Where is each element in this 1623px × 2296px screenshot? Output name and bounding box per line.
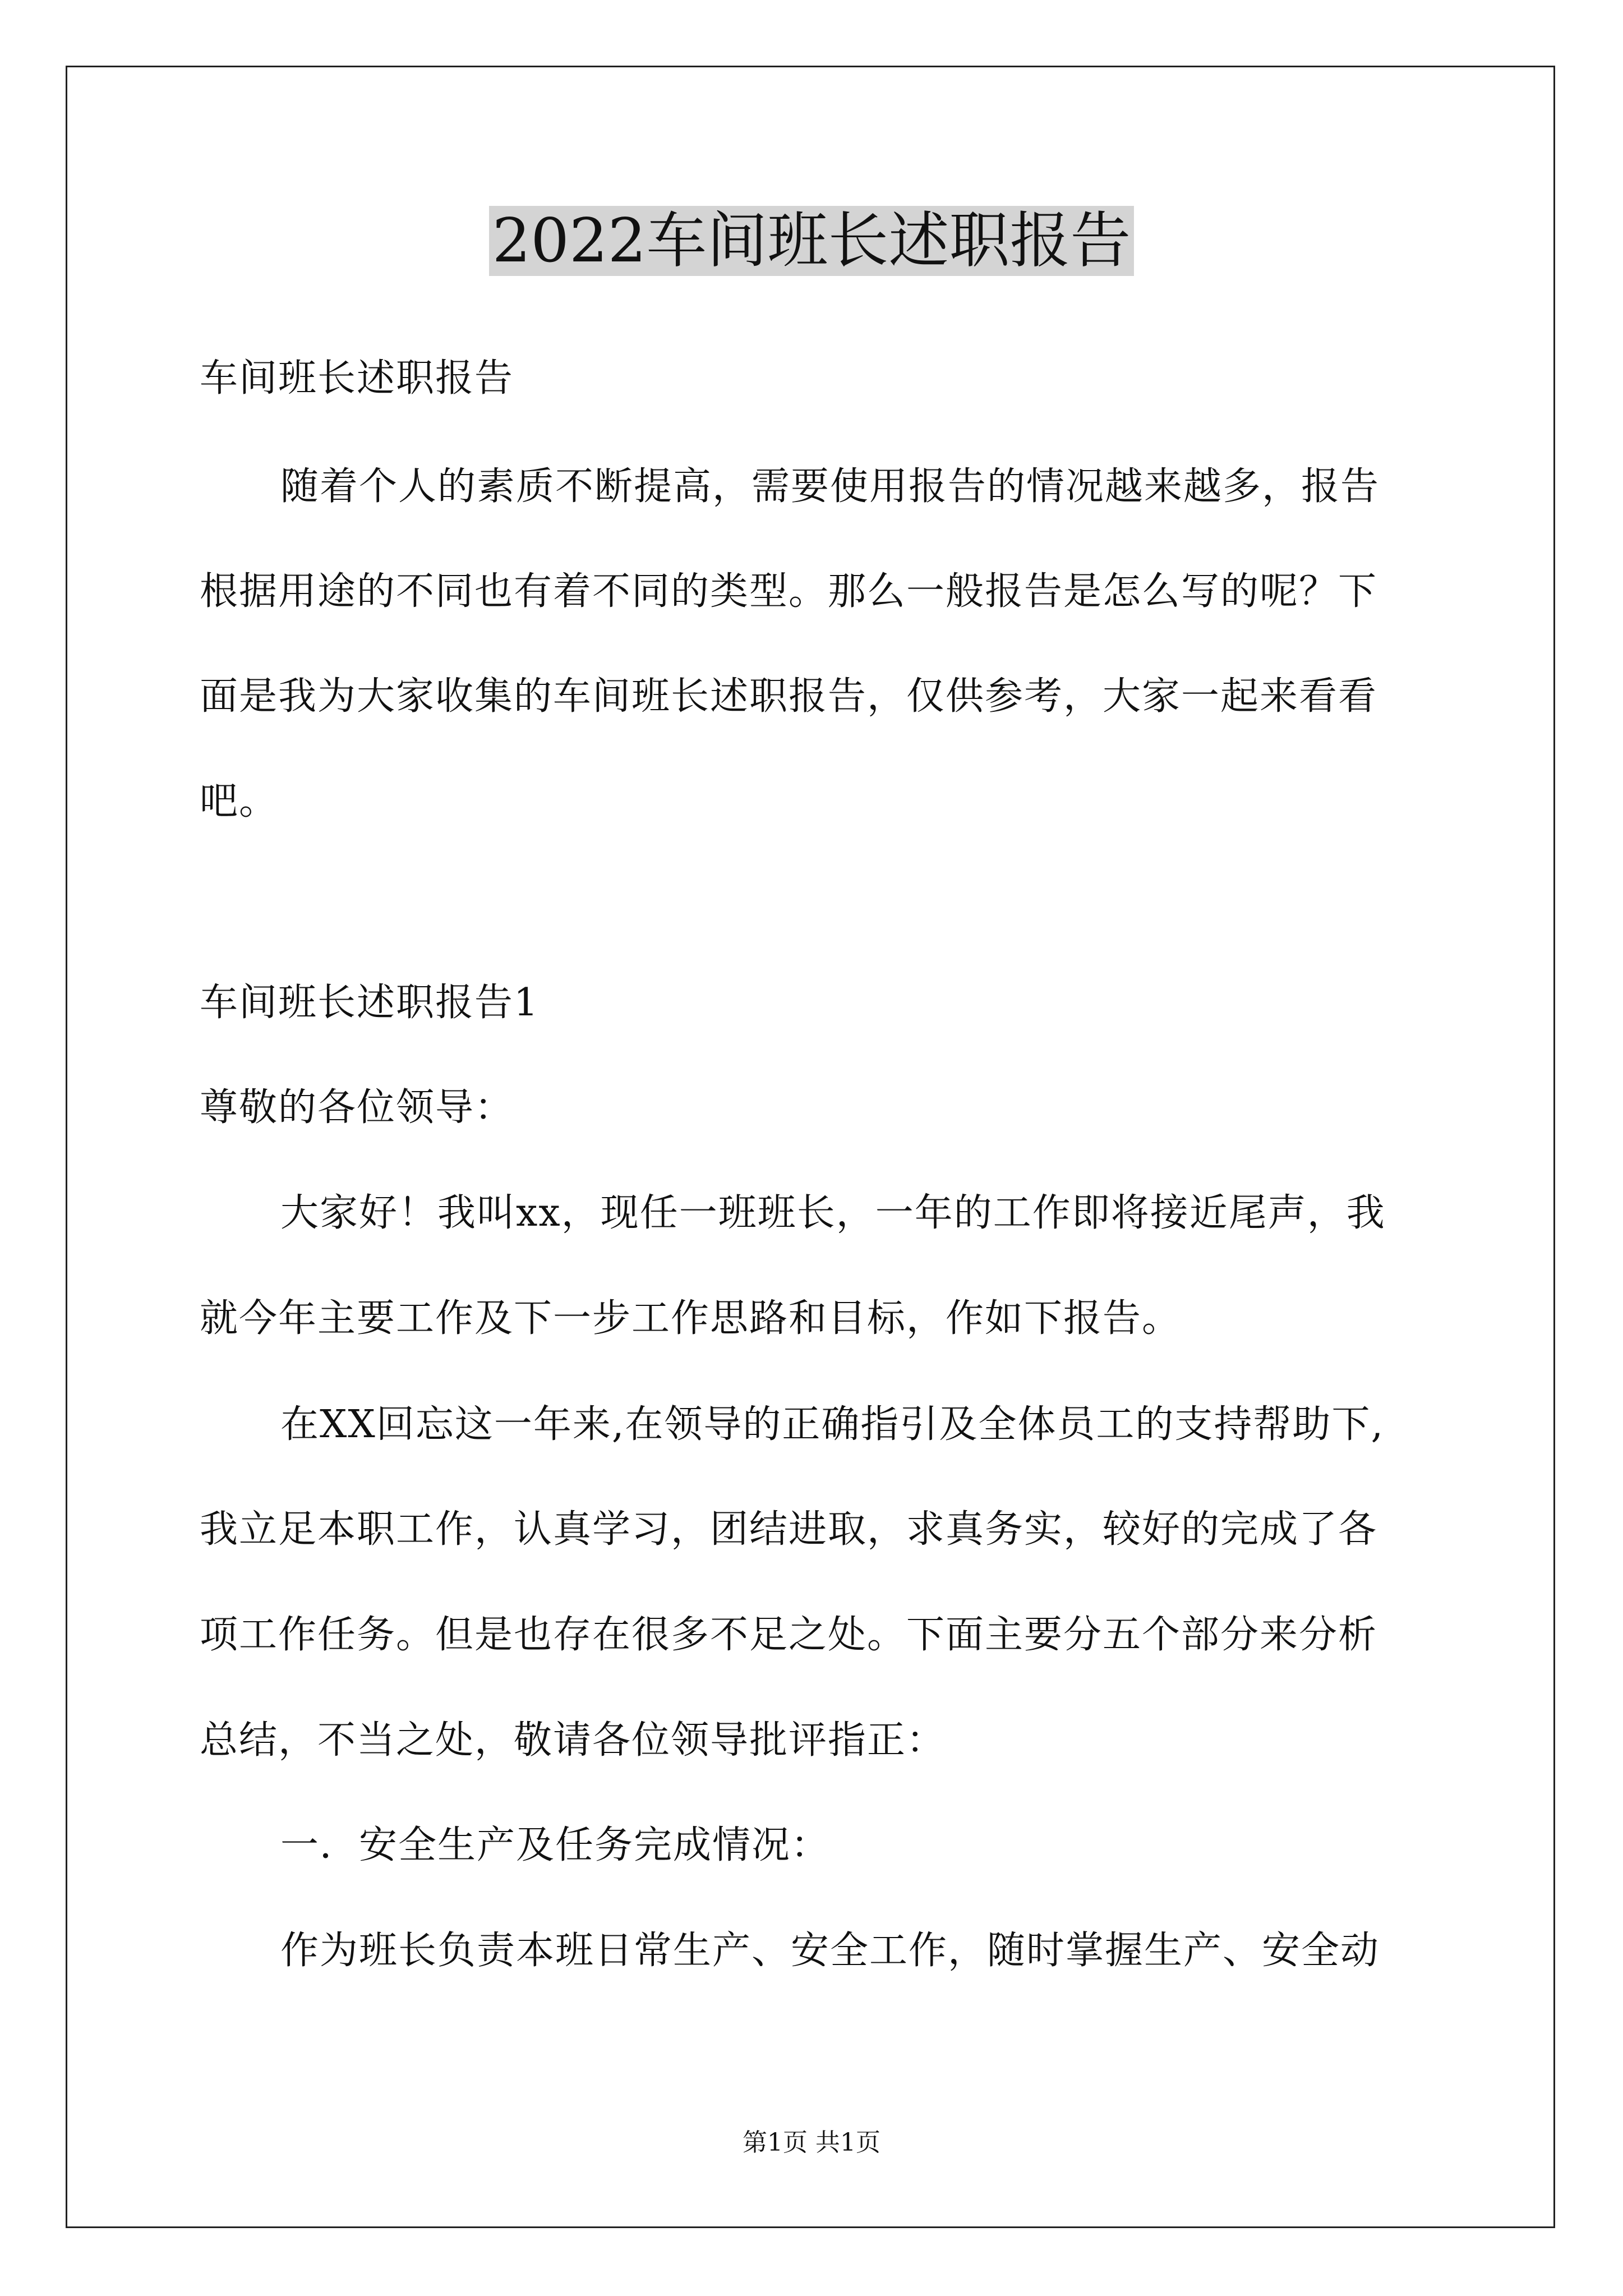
section-heading: 车间班长述职报告1 [200,981,540,1025]
paragraph-line: 我立足本职工作，认真学习，团结进取，求真务实，较好的完成了各 [200,1507,1378,1552]
salutation: 尊敬的各位领导： [200,1085,514,1130]
document-title-text: 2022车间班长述职报告 [489,206,1135,276]
paragraph-line: 面是我为大家收集的车间班长述职报告，仅供参考，大家一起来看看 [200,674,1378,719]
paragraph-line: 大家好！我叫xx，现任一班班长，一年的工作即将接近尾声，我 [280,1191,1386,1235]
paragraph-line: 根据用途的不同也有着不同的类型。那么一般报告是怎么写的呢？下 [200,569,1378,614]
paragraph-line: 就今年主要工作及下一步工作思路和目标，作如下报告。 [200,1296,1182,1341]
paragraph-line: 吧。 [200,779,279,823]
page-number: 第1页 共1页 [743,2128,880,2157]
document-title [0,199,1623,283]
paragraph-line: 总结，不当之处，敬请各位领导批评指正： [200,1718,946,1763]
list-heading: 一．安全生产及任务完成情况： [280,1823,831,1867]
paragraph-line: 项工作任务。但是也存在很多不足之处。下面主要分五个部分来分析 [200,1613,1378,1657]
paragraph-line: 在XX回忘这一年来,在领导的正确指引及全体员工的支持帮助下, [280,1402,1385,1447]
paragraph-line: 作为班长负责本班日常生产、安全工作，随时掌握生产、安全动 [280,1929,1380,1973]
paragraph-line: 随着个人的素质不断提高，需要使用报告的情况越来越多，报告 [280,464,1380,509]
section-heading: 车间班长述职报告 [200,356,514,401]
